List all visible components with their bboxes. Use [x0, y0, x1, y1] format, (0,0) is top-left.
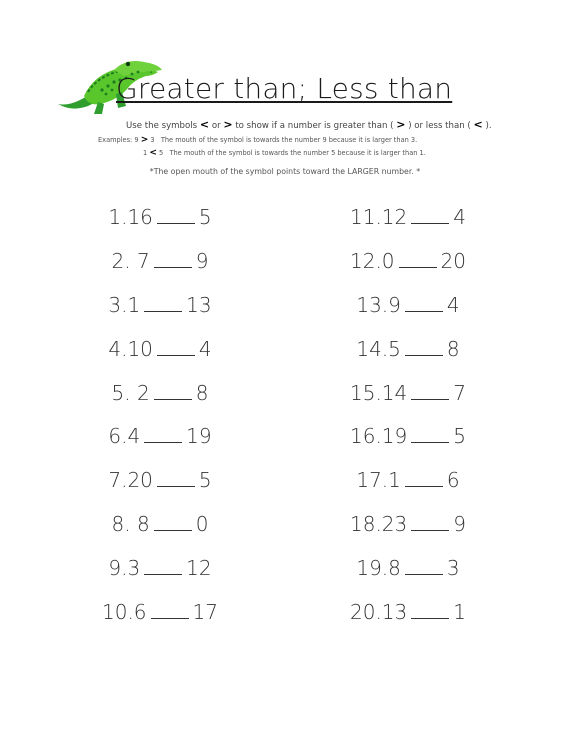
answer-blank[interactable] — [399, 249, 437, 268]
example-2: 1 < 5 The mouth of the symbol is towards the number 5 because it is larger than 1. — [143, 148, 426, 158]
problem-row: 19.8 3 — [356, 556, 460, 581]
problem-row: 20.13 1 — [350, 600, 466, 625]
less-than-symbol: < — [473, 118, 483, 131]
answer-blank[interactable] — [154, 381, 192, 400]
answer-blank[interactable] — [411, 512, 449, 531]
instructions-part2: to show if a number is greater than ( — [235, 121, 394, 131]
instructions — [126, 118, 492, 131]
problem-row: 3.1 13 — [108, 292, 212, 317]
problem-row: 15.14 7 — [350, 380, 466, 405]
answer-blank[interactable] — [411, 424, 449, 443]
answer-blank[interactable] — [154, 512, 192, 531]
problem-row: 14.5 8 — [356, 336, 460, 361]
greater-than-symbol: > — [396, 118, 406, 131]
example-1: Examples: 9 > 3 The mouth of the symbol is towards the number 9 because it is larger than 3. — [98, 135, 418, 145]
answer-blank[interactable] — [405, 293, 443, 312]
instructions-or: or — [211, 121, 221, 131]
problem-row: 5. 2 8 — [111, 380, 209, 405]
instructions-part4: ). — [485, 121, 492, 131]
answer-blank[interactable] — [157, 468, 195, 487]
problem-row: 17.1 6 — [356, 468, 460, 493]
answer-blank[interactable] — [411, 205, 449, 224]
instructions-part1: Use the symbols — [126, 121, 198, 131]
problem-row: 16.19 5 — [350, 424, 466, 449]
examples-label: Examples: — [98, 136, 133, 144]
problem-row: 6.4 19 — [108, 424, 212, 449]
answer-blank[interactable] — [154, 249, 192, 268]
problem-row: 2. 7 9 — [111, 248, 209, 273]
answer-blank[interactable] — [144, 556, 182, 575]
problem-row: 13.9 4 — [356, 292, 460, 317]
problem-row: 11.12 4 — [350, 205, 466, 229]
note: *The open mouth of the symbol points toward the LARGER number. * — [149, 167, 421, 176]
answer-blank[interactable] — [405, 468, 443, 487]
problem-row: 9.3 12 — [108, 556, 212, 581]
problem-row: 1.16 5 — [108, 205, 212, 229]
answer-blank[interactable] — [151, 600, 189, 619]
less-than-symbol: < — [199, 118, 210, 131]
answer-blank[interactable] — [405, 337, 443, 356]
problem-row: 10.6 17 — [102, 600, 218, 625]
answer-blank[interactable] — [144, 293, 182, 312]
greater-than-symbol: > — [140, 135, 149, 145]
answer-blank[interactable] — [144, 424, 182, 443]
problems-right-column — [318, 205, 498, 644]
answer-blank[interactable] — [411, 600, 449, 619]
answer-blank[interactable] — [405, 556, 443, 575]
problem-row: 12.0 20 — [350, 248, 466, 273]
answer-blank[interactable] — [157, 337, 195, 356]
instructions-part3: ) or less than ( — [408, 121, 471, 131]
page-title: Greater than; Less than — [116, 72, 453, 105]
problem-row: 8. 8 0 — [111, 512, 209, 537]
answer-blank[interactable] — [157, 205, 195, 224]
problems-left-column — [70, 205, 250, 644]
greater-than-symbol: > — [223, 118, 233, 131]
less-than-symbol: < — [149, 148, 157, 158]
answer-blank[interactable] — [411, 381, 449, 400]
problem-row: 7.20 5 — [108, 468, 212, 493]
problem-row: 4.10 4 — [108, 336, 212, 361]
problem-row: 18.23 9 — [350, 512, 466, 537]
